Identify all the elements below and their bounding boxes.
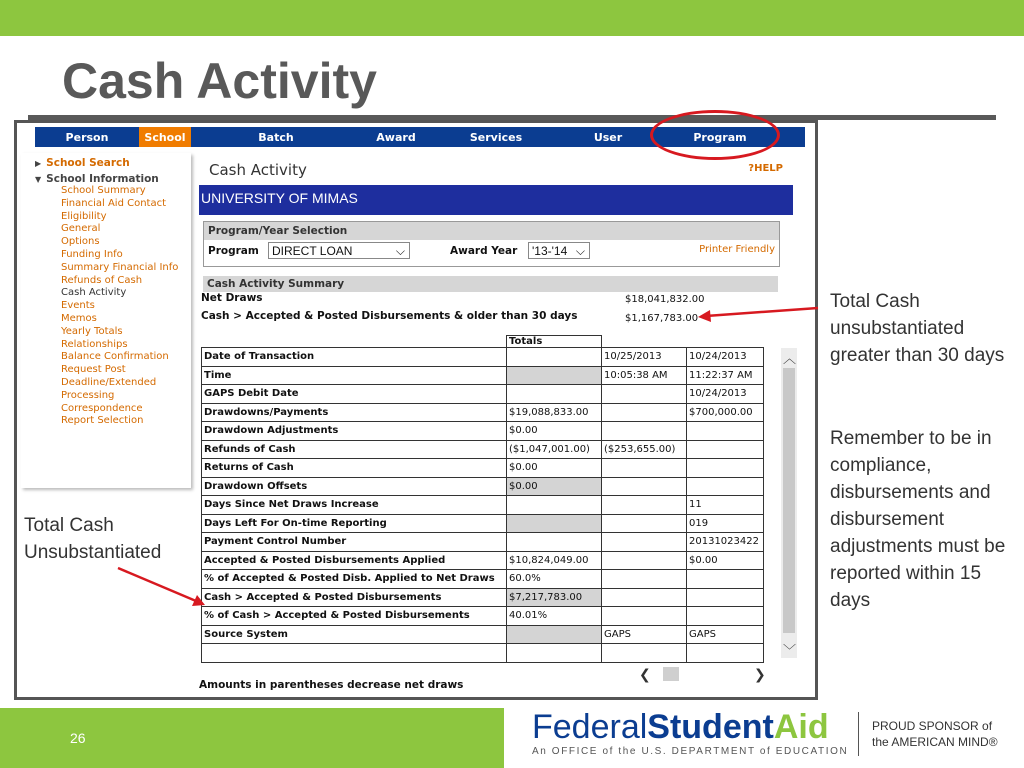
chevron-left-icon[interactable]: ❮ — [639, 667, 651, 683]
row-label: Refunds of Cash — [202, 440, 507, 459]
row-label: Drawdown Adjustments — [202, 422, 507, 441]
cash-activity-summary-heading: Cash Activity Summary — [203, 276, 778, 292]
row-col1: GAPS — [602, 625, 687, 644]
footnote: Amounts in parentheses decrease net draws — [199, 679, 464, 691]
arrow-head-right — [698, 310, 711, 322]
row-label: % of Accepted & Posted Disb. Applied to Net Draws — [202, 570, 507, 589]
slide-title: Cash Activity — [62, 53, 377, 109]
sidebar-item[interactable]: Eligibility — [61, 210, 107, 222]
row-label: GAPS Debit Date — [202, 385, 507, 404]
nav-services[interactable]: Services — [469, 130, 523, 144]
sidebar-item[interactable]: Memos — [61, 312, 97, 324]
sponsor-text: PROUD SPONSOR of the AMERICAN MIND® — [872, 719, 998, 749]
help-link[interactable]: ?HELP — [748, 163, 783, 174]
row-total: 60.0% — [507, 570, 602, 589]
totals-header: Totals — [507, 336, 602, 348]
row-total: $7,217,783.00 — [507, 588, 602, 607]
sidebar-item[interactable]: School Summary — [61, 185, 146, 196]
program-select[interactable]: DIRECT LOAN ⌵ — [268, 242, 410, 259]
chevron-down-icon[interactable]: ﹀ — [783, 644, 797, 659]
sidebar-school-search[interactable]: ▶ School Search — [35, 157, 130, 169]
nav-user[interactable]: User — [593, 130, 623, 144]
row-col1: ($253,655.00) — [602, 440, 687, 459]
arrow-line-left — [118, 568, 196, 601]
chevron-down-icon: ⌵ — [395, 244, 405, 258]
row-label: Days Since Net Draws Increase — [202, 496, 507, 515]
cash-older-30-days-label: Cash > Accepted & Posted Disbursements & older than 30 days — [201, 310, 578, 322]
sidebar-item[interactable]: Deadline/Extended Processing — [61, 376, 157, 401]
row-total: $19,088,833.00 — [507, 403, 602, 422]
footer-divider — [858, 712, 859, 756]
sidebar-item[interactable]: Relationships — [61, 338, 128, 350]
row-total: $0.00 — [507, 477, 602, 496]
nav-person[interactable]: Person — [65, 130, 109, 144]
sidebar-item[interactable]: Financial Aid Contact — [61, 197, 167, 209]
sidebar-item-current[interactable]: Cash Activity — [61, 287, 127, 299]
net-draws-value: $18,041,832.00 — [625, 294, 705, 305]
nav-batch[interactable]: Batch — [258, 130, 294, 144]
row-label: % of Cash > Accepted & Posted Disbursements — [202, 607, 507, 626]
row-col2: 10/24/2013 — [687, 348, 764, 367]
award-year-select[interactable]: '13-'14 ⌵ — [528, 242, 590, 259]
row-label: Accepted & Posted Disbursements Applied — [202, 551, 507, 570]
triangle-right-icon: ▶ — [35, 159, 42, 168]
row-col2: 11:22:37 AM — [687, 366, 764, 385]
program-year-heading: Program/Year Selection — [204, 222, 779, 240]
chevron-down-icon: ⌵ — [575, 244, 585, 258]
sidebar-item[interactable]: Yearly Totals — [61, 325, 123, 337]
row-label: Source System — [202, 625, 507, 644]
award-year-label: Award Year — [450, 245, 518, 257]
row-label: Days Left For On-time Reporting — [202, 514, 507, 533]
row-label: Date of Transaction — [202, 348, 507, 367]
row-label: Returns of Cash — [202, 459, 507, 478]
row-label: Time — [202, 366, 507, 385]
sidebar-item[interactable]: Options — [61, 236, 100, 248]
note-compliance-reminder: Remember to be in compliance, disbursements and disbursement adjustments must be reported within 15 days — [830, 428, 1006, 611]
row-label: Payment Control Number — [202, 533, 507, 552]
nav-award[interactable]: Award — [376, 130, 416, 144]
program-label: Program — [208, 245, 259, 257]
row-col2: 10/24/2013 — [687, 385, 764, 404]
row-label: Cash > Accepted & Posted Disbursements — [202, 588, 507, 607]
row-col2: 20131023422 — [687, 533, 764, 552]
row-total: 40.01% — [507, 607, 602, 626]
row-col2: 019 — [687, 514, 764, 533]
cash-older-30-days-value: $1,167,783.00 — [625, 313, 699, 324]
row-label: Drawdown Offsets — [202, 477, 507, 496]
nav-school[interactable]: School — [139, 127, 191, 147]
row-col2: $0.00 — [687, 551, 764, 570]
row-label: Drawdowns/Payments — [202, 403, 507, 422]
page-number: 26 — [70, 730, 86, 746]
sidebar-item[interactable]: Events — [61, 300, 95, 312]
sidebar-item[interactable]: Balance Confirmation — [61, 351, 169, 363]
printer-friendly-link[interactable]: Printer Friendly — [699, 244, 775, 255]
sidebar-item[interactable]: General — [61, 223, 101, 235]
page-heading: Cash Activity — [209, 161, 307, 179]
sidebar-item[interactable]: Refunds of Cash — [61, 274, 143, 286]
sidebar-item[interactable]: Request Post — [61, 364, 126, 376]
net-draws-label: Net Draws — [201, 292, 263, 304]
school-name-bar: UNIVERSITY OF MIMAS — [199, 185, 793, 215]
note-unsubstantiated-30-days: Total Cash unsubstantiated greater than 30 days — [830, 291, 1005, 366]
row-total: $0.00 — [507, 459, 602, 478]
help-icon: ? — [748, 163, 755, 174]
row-col1: 10:05:38 AM — [602, 366, 687, 385]
sidebar-item[interactable]: Report Selection — [61, 415, 144, 427]
sidebar-school-information[interactable]: ▼ School Information — [35, 173, 159, 185]
row-col2: GAPS — [687, 625, 764, 644]
row-col2: $700,000.00 — [687, 403, 764, 422]
chevron-up-icon[interactable]: ︿ — [783, 352, 797, 367]
row-col2: 11 — [687, 496, 764, 515]
triangle-down-icon: ▼ — [35, 175, 42, 184]
row-col1: 10/25/2013 — [602, 348, 687, 367]
sidebar-item[interactable]: Funding Info — [61, 248, 123, 260]
row-total: $0.00 — [507, 422, 602, 441]
sidebar-item[interactable]: Summary Financial Info — [61, 261, 179, 273]
nav-program[interactable]: Program — [693, 130, 747, 144]
federal-student-aid-logo: FederalStudentAid An OFFICE of the U.S. DEPARTMENT of EDUCATION — [532, 708, 849, 757]
row-total: ($1,047,001.00) — [507, 440, 602, 459]
chevron-right-icon[interactable]: ❯ — [754, 667, 766, 683]
arrow-line-right — [706, 308, 818, 316]
sidebar-item[interactable]: Correspondence — [61, 402, 143, 414]
note-total-cash-unsubstantiated: Total Cash Unsubstantiated — [24, 515, 162, 563]
row-total: $10,824,049.00 — [507, 551, 602, 570]
